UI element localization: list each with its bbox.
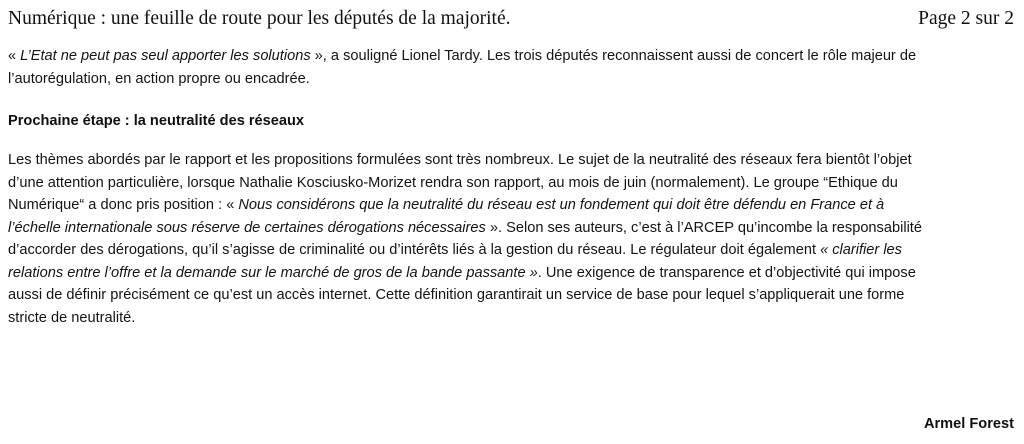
paragraph-line (8, 194, 1016, 217)
section-heading: Prochaine étape : la neutralité des réseaux (8, 113, 305, 129)
paragraph-line (8, 262, 1016, 285)
quote-text-run: l’échelle internationale sous réserve de certaines dérogations nécessaires (8, 219, 486, 236)
quote-text-run: L’Etat ne peut pas seul apporter les solutions (20, 48, 311, 64)
paragraph-line (8, 45, 1016, 68)
text-run: Numérique“ a donc pris position : « (8, 197, 239, 213)
text-run: ». Selon ses auteurs, c’est à l’ARCEP qu’incombe la responsabilité (485, 219, 922, 236)
text-run: d’accorder des dérogations, qu’il s’agisse de criminalité ou d’intérêts liés à la gestion du réseau. Le régulateur doit également (8, 242, 821, 258)
author-signature: Armel Forest (923, 416, 1014, 432)
quote-text-run: « clarifier les (820, 242, 902, 258)
quote-text-run: relations entre l’offre et la demande sur le marché de gros de la bande passante » (8, 264, 538, 281)
text-run: « (8, 48, 21, 64)
text-run: . Une exigence de transparence et d’objectivité qui impose (537, 264, 916, 281)
text-run: l’autorégulation, en action propre ou encadrée. (8, 70, 310, 87)
paragraph-line (8, 217, 1016, 240)
paragraph-line (8, 307, 1016, 330)
paragraph-line (8, 68, 1016, 91)
paragraph-line (8, 239, 1016, 262)
text-run: aussi de définir précisément ce qu’est un accès internet. Cette définition garantirait un service de base pour lequel s’appliquerait une forme (8, 287, 905, 303)
text-run: stricte de neutralité. (8, 309, 136, 326)
page-number: Page 2 sur 2 (918, 8, 1014, 29)
text-run: », a souligné Lionel Tardy. Les trois députés reconnaissent aussi de concert le rôle majeur de (310, 48, 917, 64)
paragraph-intro-quote (8, 45, 1016, 90)
paragraph-line (8, 172, 1016, 195)
text-run: Les thèmes abordés par le rapport et les propositions formulées sont très nombreux. Le sujet de la neutralité des réseaux fera bientôt l’objet (8, 152, 912, 168)
paragraph-line (8, 284, 1016, 307)
text-run: d’une attention particulière, lorsque Nathalie Kosciusko-Morizet rendra son rapport, au mois de juin (normalement). Le groupe “Ethique du (8, 174, 898, 191)
paragraph-network-neutrality (8, 149, 1016, 329)
quote-text-run: Nous considérons que la neutralité du réseau est un fondement qui doit être défendu en France et à (238, 197, 885, 213)
paragraph-line (8, 149, 1016, 172)
document-title: Numérique : une feuille de route pour les députés de la majorité. (8, 8, 511, 29)
